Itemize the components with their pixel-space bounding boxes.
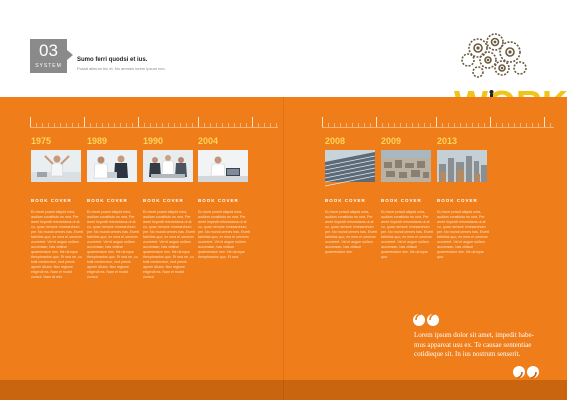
ruler-tick	[276, 123, 277, 127]
ruler-tick	[132, 123, 133, 127]
ruler-tick	[472, 123, 473, 127]
page-title: Sumo ferri quodsi et ius.	[77, 57, 148, 63]
pull-quote: Lorem ipsum dolor sit amet, impedit habe-mus appareat usu ex. Te causae sententiae cotidieque sit. In ius nostrum senserit.	[414, 331, 534, 359]
year-label: 1990	[143, 136, 164, 146]
ruler-tick	[30, 117, 31, 127]
column-heading: BOOK COVER	[437, 198, 478, 203]
ruler-tick	[376, 117, 377, 127]
ruler-tick	[454, 123, 455, 127]
ruler-tick	[150, 123, 151, 127]
ruler-tick	[502, 123, 503, 127]
page-subtitle: Possit allmum hic et. No ammes lorem ipsum nec.	[77, 66, 166, 71]
year-label: 2004	[198, 136, 219, 146]
badge-arrow-icon	[67, 50, 73, 60]
ruler-tick	[352, 123, 353, 127]
open-quote-icon	[411, 312, 441, 328]
column-heading: BOOK COVER	[381, 198, 422, 203]
ruler-tick	[96, 123, 97, 127]
ruler-tick	[246, 123, 247, 127]
ruler-tick	[222, 123, 223, 127]
ruler-tick	[144, 123, 145, 127]
column-body-text: Eu facer possit aliquid mea, audiam constituto eu sea. Per amet impedit reformidans ut at cu, quas nemore mnesarchum per. No mundi omnes has. Everti fabellas quo, ex mea ei omnium ocurreret. Vel ei augue nullam accumsan, has vidisse quaerendum nec.	[325, 210, 378, 254]
column-body-text: Eu facer possit aliquid mea, audiam constituto eu sea. Per amet impedit reformidans ut at cu, quas nemore mnesarchum per. No mundi omnes has. Everti fabellas quo, ex mea ei omnium ocurreret. Vel ei augue nullam accumsan, has vidisse quaerendum nec. Ne utroque theophrastus quo. Et sea ne, cu tollit mediocrem, sed primis aperiri dicam. Nec regione eligendi ea. Nam ei mutat consul.	[143, 210, 196, 279]
ruler-tick	[72, 123, 73, 127]
ruler-tick	[84, 117, 85, 127]
ruler-tick	[490, 117, 491, 127]
year-label: 2013	[437, 136, 458, 146]
ruler-tick	[168, 123, 169, 127]
ruler-tick	[364, 123, 365, 127]
ruler-tick	[186, 123, 187, 127]
column-body-text: Eu facer possit aliquid mea, audiam constituto eu sea. Per amet impedit reformidans ut at cu, quas nemore mnesarchum per. No mundi omnes has. Everti fabellas quo, ex mea ei omnium ocurreret. Vel ei augue nullam accumsan, has vidisse quaerendum nec. Ne utroque theophrastus quo. Et sea ne, cu tollit mediocrem, sed primis aperiri dicam. Nec regione eligendi ea. Nam ei mutat consul.	[87, 210, 140, 279]
ruler-tick	[258, 123, 259, 127]
ruler-tick	[538, 123, 539, 127]
ruler-tick	[204, 123, 205, 127]
ruler-tick	[264, 123, 265, 127]
column-heading: BOOK COVER	[143, 198, 184, 203]
city-skyline-photo	[437, 150, 487, 182]
year-label: 2009	[381, 136, 402, 146]
ruler-tick	[234, 123, 235, 127]
ruler-tick	[102, 123, 103, 127]
ruler-tick	[334, 123, 335, 127]
ruler-tick	[270, 123, 271, 127]
ruler-tick	[322, 117, 323, 127]
building-facade-photo	[325, 150, 375, 182]
ruler-tick	[346, 123, 347, 127]
timeline-ruler-left	[30, 108, 278, 128]
ruler-tick	[370, 123, 371, 127]
ruler-tick	[252, 117, 253, 127]
ruler-tick	[216, 123, 217, 127]
ruler-tick	[436, 117, 437, 127]
column-heading: BOOK COVER	[87, 198, 128, 203]
ruler-tick	[388, 123, 389, 127]
ruler-tick	[418, 123, 419, 127]
ruler-tick	[78, 123, 79, 127]
ruler-tick	[550, 123, 551, 127]
column-body-text: Eu facer possit aliquid mea, audiam constituto eu sea. Per amet impedit reformidans ut at cu, quas nemore mnesarchum per. No mundi omnes has. Everti fabellas quo, ex mea ei omnium ocurreret. Vel ei augue nullam accumsan, has vidisse quaerendum nec. Ne utroque quo.	[437, 210, 490, 259]
ruler-tick	[240, 123, 241, 127]
ruler-tick	[198, 117, 199, 127]
ruler-tick	[192, 123, 193, 127]
year-label: 1975	[31, 136, 52, 146]
ruler-tick	[424, 123, 425, 127]
column-body-text: Eu facer possit aliquid mea, audiam constituto eu sea. Per amet impedit reformidans ut at cu, quas nemore mnesarchum per. No mundi omnes has. Everti fabellas quo, ex mea ei omnium ocurreret. Vel ei augue nullam accumsan, has vidisse quaerendum nec. Ne utroque theophrastus quo. Et sea.	[198, 210, 251, 259]
ruler-tick	[228, 123, 229, 127]
ruler-tick	[328, 123, 329, 127]
ruler-tick	[48, 123, 49, 127]
ruler-tick	[532, 123, 533, 127]
ruler-tick	[460, 123, 461, 127]
ruler-tick	[210, 123, 211, 127]
ruler-tick	[514, 123, 515, 127]
ruler-tick	[162, 123, 163, 127]
ruler-tick	[42, 123, 43, 127]
column-heading: BOOK COVER	[198, 198, 239, 203]
ruler-tick	[478, 123, 479, 127]
ruler-tick	[520, 123, 521, 127]
column-body-text: Eu facer possit aliquid mea, audiam constituto eu sea. Per amet impedit reformidans ut at cu, quas nemore mnesarchum per. No mundi omnes has. Everti fabellas quo, ex mea ei omnium ocurreret. Vel ei augue nullam accumsan, has vidisse quaerendum nec. Ne utroque theophrastus quo. Et sea ne, cu tollit mediocrem, sed primis aperiri dicam. Nec regione eligendi ea. Nam ei mutat consul. Nam at mei.	[31, 210, 84, 279]
ruler-tick	[60, 123, 61, 127]
timeline-ruler-right	[322, 108, 554, 128]
page-spine	[283, 97, 284, 400]
ruler-tick	[394, 123, 395, 127]
section-number: 03	[39, 41, 58, 60]
close-quote-icon	[511, 364, 541, 380]
ruler-tick	[120, 123, 121, 127]
ruler-tick	[484, 123, 485, 127]
ruler-tick	[54, 123, 55, 127]
ruler-tick	[174, 123, 175, 127]
year-label: 1989	[87, 136, 108, 146]
ruler-tick	[156, 123, 157, 127]
ruler-tick	[508, 123, 509, 127]
people-meeting-photo	[87, 150, 137, 182]
ruler-tick	[430, 123, 431, 127]
ruler-tick	[340, 123, 341, 127]
ruler-tick	[66, 123, 67, 127]
year-label: 2008	[325, 136, 346, 146]
ruler-tick	[406, 123, 407, 127]
team-working-photo	[143, 150, 193, 182]
section-badge	[30, 39, 67, 73]
column-heading: BOOK COVER	[325, 198, 366, 203]
ruler-tick	[496, 123, 497, 127]
ruler-tick	[180, 123, 181, 127]
ruler-tick	[126, 123, 127, 127]
column-body-text: Eu facer possit aliquid mea, audiam constituto eu sea. Per amet impedit reformidans ut at cu, quas nemore mnesarchum per. No mundi omnes has. Everti fabellas quo, ex mea ei omnium ocurreret. Vel ei augue nullam accumsan, has vidisse quaerendum nec. Ne utroque quo.	[381, 210, 434, 259]
ruler-tick	[466, 123, 467, 127]
ruler-tick	[526, 123, 527, 127]
ruler-tick	[442, 123, 443, 127]
ruler-tick	[108, 123, 109, 127]
ruler-tick	[382, 123, 383, 127]
ruler-tick	[90, 123, 91, 127]
office-desk-photo	[198, 150, 248, 182]
ruler-tick	[448, 123, 449, 127]
ruler-tick	[36, 123, 37, 127]
ruler-tick	[138, 117, 139, 127]
section-label: SYSTEM	[35, 63, 62, 69]
ruler-tick	[358, 123, 359, 127]
column-heading: BOOK COVER	[31, 198, 72, 203]
ruler-tick	[400, 123, 401, 127]
ruler-tick	[114, 123, 115, 127]
ruler-tick	[412, 123, 413, 127]
ruler-tick	[544, 117, 545, 127]
man-cheering-photo	[31, 150, 81, 182]
city-aerial-photo	[381, 150, 431, 182]
